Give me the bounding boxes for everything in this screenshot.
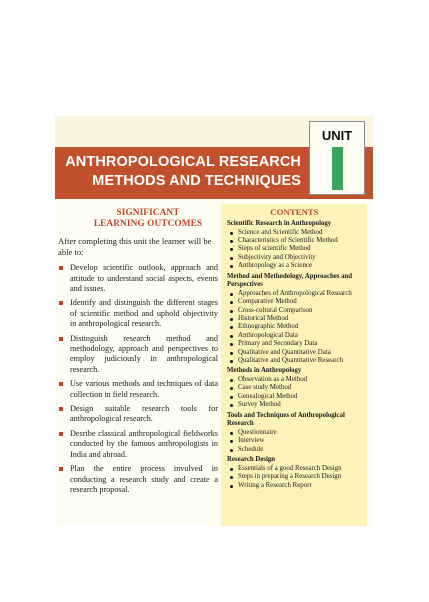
contents-item-text: Qualitative and Quantitative Data <box>238 348 331 356</box>
contents-section-list <box>227 376 362 410</box>
square-bullet-icon <box>59 337 63 341</box>
contents-item-text: Essentials of a good Research Design <box>238 464 342 472</box>
contents-sections <box>227 220 362 490</box>
contents-item <box>227 437 362 445</box>
contents-item <box>227 429 362 437</box>
contents-item-text: Writing a Research Report <box>238 481 312 489</box>
dot-bullet-icon <box>230 293 233 296</box>
dot-bullet-icon <box>230 232 233 235</box>
dot-bullet-icon <box>230 387 233 390</box>
outcomes-heading <box>78 208 218 230</box>
contents-item <box>227 482 362 490</box>
contents-section-title: Method and Methodology, Approaches and Perspectives <box>227 272 353 289</box>
square-bullet-icon <box>59 382 63 386</box>
contents-item-text: Cross-cultural Comparison <box>238 306 313 314</box>
outcomes-intro: After completing this unit the learner will be able to: <box>58 236 212 257</box>
dot-bullet-icon <box>230 248 233 251</box>
contents-item <box>227 465 362 473</box>
contents-section-title: Tools and Techniques of Anthropological Research <box>227 411 345 428</box>
contents-item <box>227 254 362 262</box>
dot-bullet-icon <box>230 343 233 346</box>
outcome-item <box>58 404 218 425</box>
dot-bullet-icon <box>230 326 233 329</box>
square-bullet-icon <box>59 467 63 471</box>
outcome-text: Use various methods and techniques of data collection in field research. <box>70 379 218 399</box>
contents-section-list <box>227 429 362 454</box>
contents-item <box>227 237 362 245</box>
contents-item-text: Questionnaire <box>238 428 277 436</box>
learning-outcomes <box>58 208 218 499</box>
dot-bullet-icon <box>230 310 233 313</box>
contents-item <box>227 376 362 384</box>
outcome-item <box>58 429 218 460</box>
outcome-text: Identify and distinguish the different stages of scientific method and uphold objectivity in anthropological research. <box>70 298 218 329</box>
contents-item-text: Approaches of Anthropological Research <box>238 289 352 297</box>
outcome-text: Desribe classical anthropological fieldworks conducted by the famous anthropologists in India and abroad. <box>70 428 218 459</box>
dot-bullet-icon <box>230 468 233 471</box>
dot-bullet-icon <box>230 379 233 382</box>
square-bullet-icon <box>59 407 63 411</box>
contents-item <box>227 298 362 306</box>
contents-item-text: Historical Method <box>238 315 289 323</box>
outcome-item <box>58 298 218 329</box>
contents-item <box>227 315 362 323</box>
contents-item <box>227 332 362 340</box>
unit-label: UNIT <box>321 128 353 143</box>
contents-item <box>227 401 362 409</box>
unit-title <box>55 153 301 191</box>
dot-bullet-icon <box>230 449 233 452</box>
unit-title-line1: ANTHROPOLOGICAL RESEARCH <box>65 154 301 170</box>
outcome-item <box>58 334 218 376</box>
contents-item <box>227 307 362 315</box>
unit-title-line2: METHODS AND TECHNIQUES <box>92 173 301 189</box>
dot-bullet-icon <box>230 240 233 243</box>
contents-item-text: Anthropology as a Science <box>238 262 313 270</box>
contents-section-list <box>227 465 362 490</box>
contents-section-title: Research Design <box>227 456 276 464</box>
contents-item <box>227 349 362 357</box>
outcomes-heading-line1: SIGNIFICANT <box>116 208 180 218</box>
outcomes-list <box>58 263 218 495</box>
outcome-text: Distinguish research method and methodology, approach and perspectives to employ judiciously in anthropological research. <box>70 333 218 374</box>
contents-heading: CONTENTS <box>270 207 319 217</box>
contents-item-text: Primary and Secondary Data <box>238 340 318 348</box>
dot-bullet-icon <box>230 301 233 304</box>
contents-item-text: Characteristics of Scientific Method <box>238 237 338 244</box>
contents-item <box>227 384 362 392</box>
dot-bullet-icon <box>230 352 233 355</box>
contents-item <box>227 290 362 298</box>
dot-bullet-icon <box>230 404 233 407</box>
square-bullet-icon <box>59 432 63 436</box>
contents-item <box>227 393 362 401</box>
dot-bullet-icon <box>230 257 233 260</box>
contents-item-text: Anthropological Data <box>238 331 298 339</box>
contents-item-text: Science and Scientific Method <box>238 228 323 236</box>
contents-section-title: Methods in Anthropology <box>227 367 302 375</box>
contents-item-text: Subjectivity and Objectivity <box>238 253 316 261</box>
contents-item-text: Schedule <box>238 445 264 453</box>
dot-bullet-icon <box>230 318 233 321</box>
contents-item-text: Genealogical Method <box>238 392 298 400</box>
contents-item <box>227 357 362 365</box>
dot-bullet-icon <box>230 432 233 435</box>
contents-item-text: Observation as a Method <box>238 376 308 384</box>
outcome-item <box>58 464 218 495</box>
contents-section-list <box>227 290 362 366</box>
contents-item-text: Steps in preparing a Research Design <box>238 473 342 481</box>
contents-item <box>227 262 362 270</box>
contents-item-text: Survey Method <box>238 401 281 409</box>
contents-section-list <box>227 229 362 271</box>
contents-item <box>227 340 362 348</box>
outcome-item <box>58 263 218 294</box>
contents-item <box>227 446 362 454</box>
outcome-item <box>58 379 218 400</box>
outcome-text: Plan the entire process involved in conducting a research study and create a research proposal. <box>70 464 218 494</box>
contents-item-text: Qualitative and Quantitative Research <box>238 357 344 365</box>
contents-item-text: Steps of scientific Method <box>238 245 311 253</box>
dot-bullet-icon <box>230 360 233 363</box>
contents-item <box>227 245 362 253</box>
contents-item-text: Comparative Method <box>238 298 297 306</box>
dot-bullet-icon <box>230 485 233 488</box>
outcomes-heading-line2: LEARNING OUTCOMES <box>93 219 203 229</box>
square-bullet-icon <box>59 266 63 270</box>
contents-section-title: Scientific Research in Anthropology <box>227 220 332 227</box>
dot-bullet-icon <box>230 265 233 268</box>
contents-item <box>227 323 362 331</box>
dot-bullet-icon <box>230 396 233 399</box>
outcome-text: Develop scientific outlook, approach and attitude to understand social aspects, events and issues. <box>70 263 218 293</box>
contents-panel <box>221 204 367 526</box>
contents-item <box>227 473 362 481</box>
contents-item <box>227 229 362 237</box>
dot-bullet-icon <box>230 476 233 479</box>
contents-item-text: Case study Method <box>238 384 292 392</box>
square-bullet-icon <box>59 301 63 305</box>
contents-item-text: Ethnographic Method <box>238 323 299 331</box>
unit-number-mark <box>332 147 343 190</box>
contents-item-text: Interview <box>238 437 265 445</box>
dot-bullet-icon <box>230 440 233 443</box>
unit-badge <box>309 121 365 195</box>
dot-bullet-icon <box>230 335 233 338</box>
outcome-text: Design suitable research tools for anthropological research. <box>70 404 218 424</box>
